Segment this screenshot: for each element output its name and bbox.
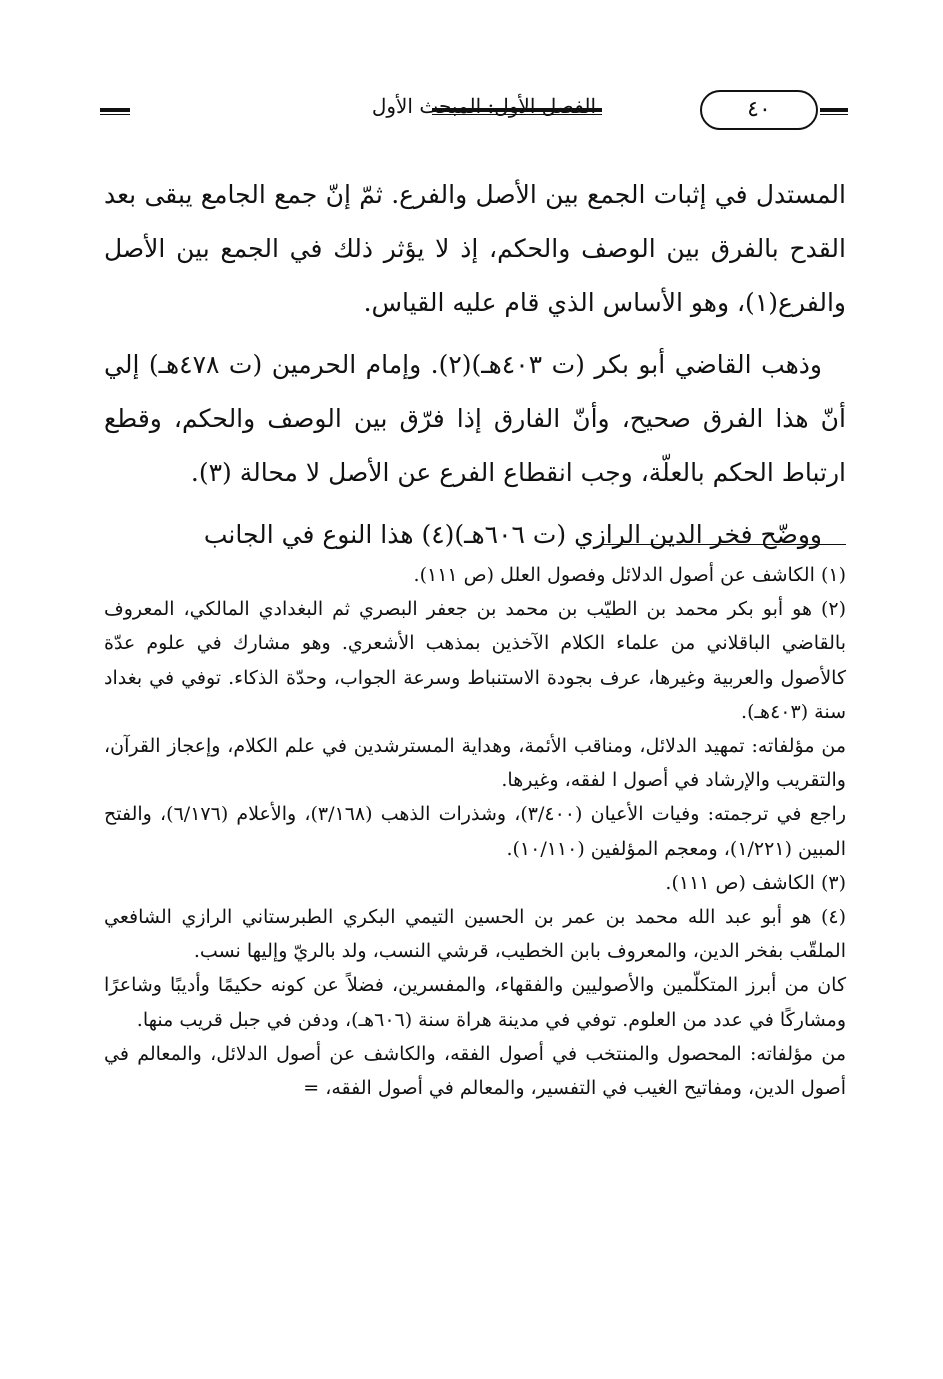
body-paragraph: وذهب القاضي أبو بكر (ت ٤٠٣هـ)(٢). وإمام الحرمين (ت ٤٧٨هـ) إلي أنّ هذا الفرق صحيح، وأنّ الفارق إذا فرّق بين الوصف والحكم، وقطع ارتباط الحكم بالعلّة، وجب انقطاع الفرع عن الأصل لا محالة (٣). [104,350,846,487]
footnote [104,900,846,1105]
footnote-text: هو أبو بكر محمد بن الطيّب بن محمد بن جعفر البصري ثم البغدادي المالكي، المعروف بالقاضي الباقلاني من علماء الكلام الآخذين بمذهب الأشعري. وهو مشارك في علوم عدّة كالأصول والعربية وغيرها، عرف بجودة الاستنباط وسرعة الجواب، وحدّة الذكاء. توفي في بغداد سنة (٤٠٣هـ). [104,598,846,723]
main-text [104,168,846,570]
footnote [104,558,846,592]
footnote-text: الكاشف عن أصول الدلائل وفصول العلل (ص ١١١). [413,564,815,586]
page-number: ٤٠ [700,90,818,130]
footnote-text: كان من أبرز المتكلّمين والأصوليين والفقهاء، والمفسرين، فضلاً عن كونه حكيمًا وأديبًا وشاعرًا ومشاركًا في عدد من العلوم. توفي في مدينة هراة سنة (٦٠٦هـ)، ودفن في جبل قريب منها. [104,974,846,1031]
footnotes [104,558,846,1105]
footnote-text: الكاشف (ص ١١١). [665,871,815,894]
footnote-text: من مؤلفاته: المحصول والمنتخب في أصول الفقه، والكاشف عن أصول الدلائل، والمعالم في أصول الدين، ومفاتيح الغيب في التفسير، والمعالم في أصول الفقه، = [104,1042,846,1100]
footnote-separator [603,544,846,545]
header-rule-left [100,108,130,115]
footnote-text: راجع في ترجمته: وفيات الأعيان (٣/٤٠٠)، وشذرات الذهب (٣/١٦٨)، والأعلام (٦/١٧٦)، والفتح المبين (١/٢٢١)، ومعجم المؤلفين (١٠/١١٠). [104,803,847,860]
body-paragraph: المستدل في إثبات الجمع بين الأصل والفرع. ثمّ إنّ جمع الجامع يبقى بعد القدح بالفرق بين الوصف والحكم، إذ لا يؤثر ذلك في الجمع بين الأصل والفرع(١)، وهو الأساس الذي قام عليه القياس. [104,180,846,317]
running-title: الفصل الأول: المبحث الأول [371,94,596,118]
footnote-text: هو أبو عبد الله محمد بن عمر بن الحسين التيمي البكري الطبرستاني الرازي الشافعي الملقّب بفخر الدين، والمعروف بابن الخطيب، قرشي النسب، ولد بالريّ وإليها نسب. [104,906,846,963]
footnote-number: (٣) [820,871,846,894]
footnote-text: من مؤلفاته: تمهيد الدلائل، ومناقب الأئمة، وهداية المسترشدين في علم الكلام، وإعجاز القرآن، والتقريب والإرشاد في أصول ا لفقه، وغيرها. [104,735,846,792]
body-paragraph: ووضّح فخر الدين الرازي (ت ٦٠٦هـ)(٤) هذا النوع في الجانب [203,520,822,549]
page-header [100,84,848,140]
footnote-number: (٢) [820,598,847,621]
footnote [104,866,846,900]
footnote-number: (١) [820,564,846,586]
footnote-number: (٤) [820,906,847,929]
header-rule-right [820,108,848,115]
footnote [104,592,846,866]
